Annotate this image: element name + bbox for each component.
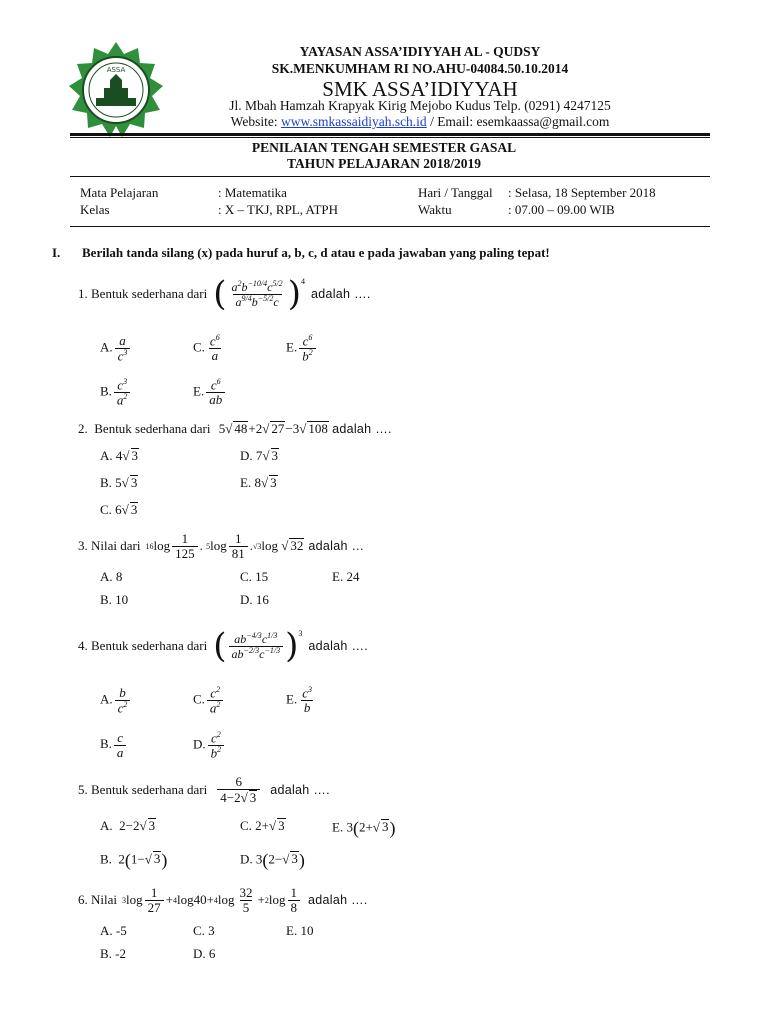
q1-option-b[interactable]: B. $\frac{c^3}{a^2}$ bbox=[100, 378, 132, 407]
question-3: 3. Nilai dari 16 log $\frac{1}{125}$ . 5 log $\frac{1}{81}$ . √3 log √ 32 adalah … bbox=[78, 530, 365, 561]
q3-tail: adalah … bbox=[308, 539, 365, 553]
q4-option-e[interactable]: E. $\frac{c^3}{b}$ bbox=[286, 685, 312, 715]
info-divider bbox=[70, 226, 710, 227]
q2-tail: adalah …. bbox=[332, 422, 392, 436]
q5-option-d[interactable]: D. 3(2−√ 3) bbox=[240, 850, 305, 870]
q3-option-e[interactable]: E. 24 bbox=[332, 569, 360, 584]
q4-option-a[interactable]: A. $\frac{b}{c^2}$ bbox=[100, 686, 132, 715]
day-label: Hari / Tanggal bbox=[418, 185, 493, 200]
q5-expression: $\frac{6}{4-2√ 3}$ bbox=[215, 775, 262, 805]
q5-option-a[interactable]: A. 2−2√ 3 bbox=[100, 818, 156, 833]
q2-option-b[interactable]: B. 5√ 3 bbox=[100, 475, 138, 490]
q1-option-c[interactable]: C. $\frac{c^6}{a}$ bbox=[193, 333, 220, 363]
school-address: Jl. Mbah Hamzah Krapyak Kirig Mejobo Kudus Telp. (0291) 4247125 bbox=[229, 98, 611, 113]
q5-option-b[interactable]: B. 2(1−√ 3) bbox=[100, 850, 168, 870]
contact-line bbox=[170, 114, 670, 130]
q4-option-d[interactable]: D. $\frac{c^2}{b^2}$ bbox=[193, 731, 226, 760]
q2-option-d[interactable]: D. 7√ 3 bbox=[240, 448, 279, 463]
q6-option-d[interactable]: D. 6 bbox=[193, 946, 216, 961]
question-1 bbox=[78, 268, 371, 320]
school-logo bbox=[66, 40, 166, 140]
q1-option-e2[interactable]: E. $\frac{c^6}{ab}$ bbox=[193, 378, 227, 407]
q3-expression: 16 log $\frac{1}{125}$ . 5 log $\frac{1}{81}$ . √3 log √ 32 bbox=[145, 530, 304, 561]
q6-expression: 3 log $\frac{1}{27}$ + 4 log40+ 4 log $\frac{32}{5}$ + 2 log $\frac{1}{8}$ bbox=[122, 886, 302, 914]
email-text: / Email: esemkaassa@gmail.com bbox=[430, 114, 610, 129]
q2-option-a[interactable]: A. 4√ 3 bbox=[100, 448, 139, 463]
section-number: I. bbox=[52, 245, 61, 260]
exam-title: PENILAIAN TENGAH SEMESTER GASAL bbox=[251, 140, 517, 155]
day-value: : Selasa, 18 September 2018 bbox=[508, 185, 656, 200]
q6-option-a[interactable]: A. -5 bbox=[100, 923, 127, 938]
q3-option-d[interactable]: D. 16 bbox=[240, 592, 269, 607]
q6-option-c[interactable]: C. 3 bbox=[193, 923, 215, 938]
q3-option-c[interactable]: C. 15 bbox=[240, 569, 269, 584]
q2-expression: 5√ 48+2√ 27−3√ 108 bbox=[218, 421, 328, 436]
q6-tail: adalah …. bbox=[308, 893, 368, 907]
q3-lead: Nilai dari bbox=[91, 538, 141, 553]
subject-label: Mata Pelajaran bbox=[80, 185, 159, 200]
q5-tail: adalah …. bbox=[270, 783, 330, 797]
q2-option-c[interactable]: C. 6√ 3 bbox=[100, 502, 138, 517]
logo-text: ASSA bbox=[106, 66, 126, 74]
website-label: Website: bbox=[230, 114, 278, 129]
title-divider bbox=[70, 176, 710, 177]
q1-number: 1. bbox=[78, 286, 88, 301]
subject-value: : Matematika bbox=[218, 185, 287, 200]
q1-tail: adalah …. bbox=[310, 287, 371, 301]
q1-option-a[interactable]: A. $\frac{a}{c^3}$ bbox=[100, 334, 132, 363]
question-4: 4. Bentuk sederhana dari ( $\frac{ab^{-4/3}c^{1/3}}{ab^{-2/3}c^{-1/3}}$ ) $^3$ adalah …. bbox=[78, 626, 369, 666]
section-instruction: Berilah tanda silang (x) pada huruf a, b, c, d atau e pada jawaban yang paling tepat! bbox=[82, 245, 550, 260]
website-link[interactable]: www.smkassaidiyah.sch.id bbox=[280, 114, 427, 129]
q5-option-c[interactable]: C. 2+√ 3 bbox=[240, 818, 285, 833]
q1-lead: Bentuk sederhana dari bbox=[91, 286, 208, 301]
q6-lead: Nilai bbox=[91, 892, 117, 907]
q1-expression: ( $\frac{a^2b^{-10/4}c^{5/2}}{a^{9/4}b^{-5/2}c}$ ) $^4$ bbox=[213, 274, 305, 314]
header-divider-thin bbox=[70, 137, 710, 138]
q5-lead: Bentuk sederhana dari bbox=[91, 782, 208, 797]
legal-decree: SK.MENKUMHAM RI NO.AHU-04084.50.10.2014 bbox=[271, 61, 569, 76]
q6-option-b[interactable]: B. -2 bbox=[100, 946, 126, 961]
time-value: : 07.00 – 09.00 WIB bbox=[508, 202, 615, 217]
q4-lead: Bentuk sederhana dari bbox=[91, 638, 208, 653]
school-name: SMK ASSA’IDIYYAH bbox=[322, 77, 518, 101]
q2-lead: Bentuk sederhana dari bbox=[94, 421, 211, 436]
q4-tail: adalah …. bbox=[308, 639, 369, 653]
question-5: 5. Bentuk sederhana dari $\frac{6}{4-2√ 3}$ adalah …. bbox=[78, 774, 330, 805]
class-label: Kelas bbox=[80, 202, 110, 217]
exam-year: TAHUN PELAJARAN 2018/2019 bbox=[286, 156, 481, 171]
q3-option-b[interactable]: B. 10 bbox=[100, 592, 129, 607]
q4-option-c[interactable]: C. $\frac{c^2}{a^2}$ bbox=[193, 686, 225, 715]
q2-option-e[interactable]: E. 8√ 3 bbox=[240, 475, 277, 490]
q4-option-b[interactable]: B. $\frac{c}{a}$ bbox=[100, 731, 128, 759]
q4-expression: ( $\frac{ab^{-4/3}c^{1/3}}{ab^{-2/3}c^{-1/3}}$ ) $^3$ bbox=[213, 626, 303, 666]
q6-option-e[interactable]: E. 10 bbox=[286, 923, 314, 938]
foundation-name: YAYASAN ASSA’IDIYYAH AL - QUDSY bbox=[299, 44, 541, 59]
q5-option-e[interactable]: E. 3(2+√ 3) bbox=[332, 818, 396, 838]
time-label: Waktu bbox=[418, 202, 452, 217]
header-divider bbox=[70, 133, 710, 136]
question-6: 6. Nilai 3 log $\frac{1}{27}$ + 4 log40+ 4 log $\frac{32}{5}$ + 2 log $\frac{1}{8}$ adalah …. bbox=[78, 884, 368, 915]
q1-option-e[interactable]: E. $\frac{c^6}{b^2}$ bbox=[286, 334, 318, 363]
q3-option-a[interactable]: A. 8 bbox=[100, 569, 123, 584]
class-value: : X – TKJ, RPL, ATPH bbox=[218, 202, 339, 217]
question-2: 2. Bentuk sederhana dari 5√ 48+2√ 27−3√ 108 adalah …. bbox=[78, 421, 392, 436]
